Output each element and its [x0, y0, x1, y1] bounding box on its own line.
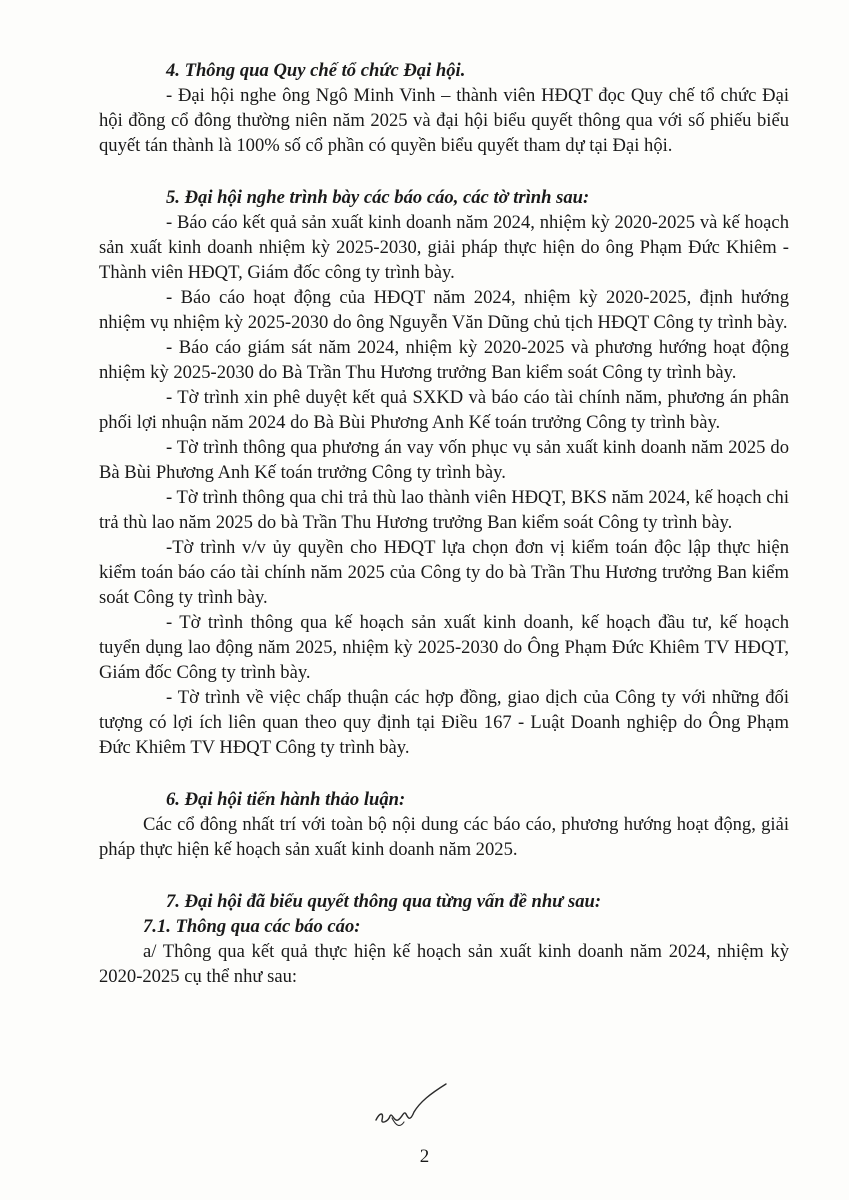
section-7-paragraph: a/ Thông qua kết quả thực hiện kế hoạch sản xuất kinh doanh năm 2024, nhiệm kỳ 2020-2025 cụ thể như sau:: [99, 941, 789, 987]
document-body: [99, 58, 789, 989]
section-4-heading: 4. Thông qua Quy chế tổ chức Đại hội.: [166, 60, 466, 81]
section-7-heading: 7. Đại hội đã biểu quyết thông qua từng vấn đề như sau:: [166, 891, 602, 912]
section-7-1-heading: 7.1. Thông qua các báo cáo:: [143, 916, 361, 937]
section-5-item: - Tờ trình xin phê duyệt kết quả SXKD và báo cáo tài chính năm, phương án phân phối lợi nhuận năm 2024 do Bà Bùi Phương Anh Kế toán trưởng Công ty trình bày.: [99, 387, 789, 433]
section-5-item: - Tờ trình thông qua chi trả thù lao thành viên HĐQT, BKS năm 2024, kế hoạch chi trả thù lao năm 2025 do bà Trần Thu Hương trưởng Ban kiểm soát Công ty trình bày.: [99, 487, 789, 533]
section-5-heading: 5. Đại hội nghe trình bày các báo cáo, các tờ trình sau:: [166, 187, 590, 208]
section-5-item: - Tờ trình thông qua phương án vay vốn phục vụ sản xuất kinh doanh năm 2025 do Bà Bùi Phương Anh Kế toán trưởng Công ty trình bày.: [99, 437, 789, 483]
section-5-item: - Tờ trình thông qua kế hoạch sản xuất kinh doanh, kế hoạch đầu tư, kế hoạch tuyển dụng lao động năm 2025, nhiệm kỳ 2025-2030 do Ông Phạm Đức Khiêm TV HĐQT, Giám đốc Công ty trình bày.: [99, 612, 789, 683]
section-5-item: - Tờ trình về việc chấp thuận các hợp đồng, giao dịch của Công ty với những đối tượng có lợi ích liên quan theo quy định tại Điều 167 - Luật Doanh nghiệp do Ông Phạm Đức Khiêm TV HĐQT Công ty trình bày.: [99, 687, 789, 758]
section-6-paragraph: Các cổ đông nhất trí với toàn bộ nội dung các báo cáo, phương hướng hoạt động, giải pháp thực hiện kế hoạch sản xuất kinh doanh năm 2025.: [99, 814, 789, 860]
section-4-paragraph: - Đại hội nghe ông Ngô Minh Vinh – thành viên HĐQT đọc Quy chế tổ chức Đại hội đồng cổ đông thường niên năm 2025 và đại hội biểu quyết thông qua với số phiếu biểu quyết tán thành là 100% số cổ phần có quyền biểu quyết tham dự tại Đại hội.: [99, 85, 789, 156]
section-5-item: - Báo cáo kết quả sản xuất kinh doanh năm 2024, nhiệm kỳ 2020-2025 và kế hoạch sản xuất kinh doanh nhiệm kỳ 2025-2030, giải pháp thực hiện do ông Phạm Đức Khiêm - Thành viên HĐQT, Giám đốc công ty trình bày.: [99, 212, 789, 283]
section-6-heading: 6. Đại hội tiến hành thảo luận:: [166, 789, 406, 810]
handwritten-initials-signature: [370, 1082, 450, 1132]
section-5-item: -Tờ trình v/v ủy quyền cho HĐQT lựa chọn đơn vị kiểm toán độc lập thực hiện kiểm toán báo cáo tài chính năm 2025 của Công ty do bà Trần Thu Hương trưởng Ban kiểm soát Công ty trình bày.: [99, 537, 789, 608]
section-5-item: - Báo cáo hoạt động của HĐQT năm 2024, nhiệm kỳ 2020-2025, định hướng nhiệm vụ nhiệm kỳ 2025-2030 do ông Nguyễn Văn Dũng chủ tịch HĐQT Công ty trình bày.: [99, 287, 789, 333]
section-5-item: - Báo cáo giám sát năm 2024, nhiệm kỳ 2020-2025 và phương hướng hoạt động nhiệm kỳ 2025-2030 do Bà Trần Thu Hương trưởng Ban kiểm soát Công ty trình bày.: [99, 337, 789, 383]
page-number: 2: [419, 1146, 430, 1167]
